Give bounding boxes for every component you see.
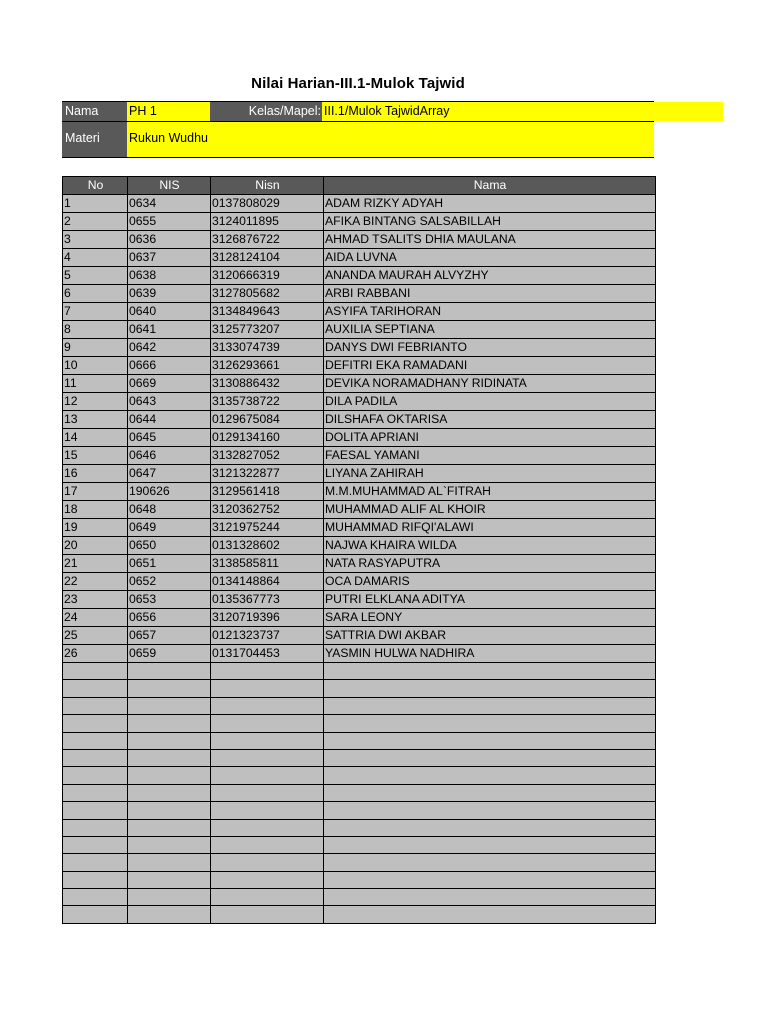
empty-cell[interactable] — [63, 784, 128, 801]
empty-cell[interactable] — [211, 680, 324, 697]
empty-cell[interactable] — [211, 889, 324, 906]
cell-nisn[interactable]: 0131328602 — [211, 537, 324, 555]
table-row — [63, 555, 656, 573]
empty-cell[interactable] — [211, 663, 324, 680]
empty-cell[interactable] — [128, 871, 211, 888]
empty-cell[interactable] — [324, 767, 656, 784]
cell-nis[interactable]: 190626 — [128, 483, 211, 501]
cell-nama[interactable]: NATA RASYAPUTRA — [324, 555, 656, 573]
cell-nisn[interactable]: 3135738722 — [211, 393, 324, 411]
empty-cell[interactable] — [63, 871, 128, 888]
cell-nama[interactable]: AIDA LUVNA — [324, 249, 656, 267]
empty-cell[interactable] — [211, 819, 324, 836]
cell-nisn[interactable]: 3138585811 — [211, 555, 324, 573]
cell-no[interactable]: 6 — [63, 285, 128, 303]
cell-nama[interactable]: DILSHAFA OKTARISA — [324, 411, 656, 429]
materi-value[interactable]: Rukun Wudhu — [127, 121, 654, 158]
cell-nis[interactable]: 0648 — [128, 501, 211, 519]
empty-cell[interactable] — [211, 836, 324, 853]
cell-nis[interactable]: 0669 — [128, 375, 211, 393]
cell-nisn[interactable]: 3121322877 — [211, 465, 324, 483]
cell-nisn[interactable]: 3129561418 — [211, 483, 324, 501]
cell-nisn[interactable]: 0129134160 — [211, 429, 324, 447]
cell-nis[interactable]: 0666 — [128, 357, 211, 375]
empty-table-row — [63, 663, 656, 680]
empty-cell[interactable] — [128, 732, 211, 749]
table-row — [63, 339, 656, 357]
cell-nis[interactable]: 0634 — [128, 195, 211, 213]
cell-nama[interactable]: DEFITRI EKA RAMADANI — [324, 357, 656, 375]
cell-nama[interactable]: DEVIKA NORAMADHANY RIDINATA — [324, 375, 656, 393]
empty-cell[interactable] — [211, 697, 324, 714]
cell-nis[interactable]: 0650 — [128, 537, 211, 555]
empty-cell[interactable] — [324, 784, 656, 801]
empty-cell[interactable] — [324, 715, 656, 732]
cell-nama[interactable]: AHMAD TSALITS DHIA MAULANA — [324, 231, 656, 249]
cell-nis[interactable]: 0657 — [128, 627, 211, 645]
cell-nis[interactable]: 0653 — [128, 591, 211, 609]
cell-nama[interactable]: DILA PADILA — [324, 393, 656, 411]
empty-cell[interactable] — [128, 749, 211, 766]
table-row — [63, 519, 656, 537]
empty-table-row — [63, 871, 656, 888]
empty-cell[interactable] — [128, 819, 211, 836]
table-row — [63, 501, 656, 519]
cell-no[interactable]: 5 — [63, 267, 128, 285]
cell-no[interactable]: 4 — [63, 249, 128, 267]
cell-no[interactable]: 15 — [63, 447, 128, 465]
cell-nama[interactable]: ANANDA MAURAH ALVYZHY — [324, 267, 656, 285]
cell-no[interactable]: 10 — [63, 357, 128, 375]
empty-cell[interactable] — [128, 663, 211, 680]
empty-table-row — [63, 732, 656, 749]
cell-no[interactable]: 17 — [63, 483, 128, 501]
cell-nama[interactable]: PUTRI ELKLANA ADITYA — [324, 591, 656, 609]
empty-table-row — [63, 889, 656, 906]
empty-table-row — [63, 854, 656, 871]
empty-cell[interactable] — [211, 854, 324, 871]
empty-cell[interactable] — [324, 871, 656, 888]
table-row — [63, 483, 656, 501]
empty-cell[interactable] — [128, 889, 211, 906]
cell-nama[interactable]: OCA DAMARIS — [324, 573, 656, 591]
empty-cell[interactable] — [211, 732, 324, 749]
empty-cell[interactable] — [324, 732, 656, 749]
empty-cell[interactable] — [211, 802, 324, 819]
table-row — [63, 627, 656, 645]
empty-cell[interactable] — [128, 854, 211, 871]
empty-cell[interactable] — [63, 697, 128, 714]
cell-no[interactable]: 21 — [63, 555, 128, 573]
header-mid-border — [62, 121, 654, 122]
cell-no[interactable]: 16 — [63, 465, 128, 483]
cell-no[interactable]: 11 — [63, 375, 128, 393]
cell-nisn[interactable]: 3120362752 — [211, 501, 324, 519]
cell-no[interactable]: 2 — [63, 213, 128, 231]
empty-table-row — [63, 697, 656, 714]
empty-cell[interactable] — [63, 749, 128, 766]
cell-nisn[interactable]: 0134148864 — [211, 573, 324, 591]
empty-cell[interactable] — [63, 663, 128, 680]
cell-nisn[interactable]: 0131704453 — [211, 645, 324, 663]
table-row — [63, 411, 656, 429]
empty-table-row — [63, 749, 656, 766]
column-header-nama: Nama — [324, 177, 656, 195]
cell-nisn[interactable]: 3128124104 — [211, 249, 324, 267]
cell-nisn[interactable]: 3127805682 — [211, 285, 324, 303]
table-row — [63, 573, 656, 591]
empty-cell[interactable] — [324, 697, 656, 714]
cell-no[interactable]: 19 — [63, 519, 128, 537]
empty-table-row — [63, 906, 656, 923]
cell-nisn[interactable]: 0135367773 — [211, 591, 324, 609]
cell-nisn[interactable]: 3134849643 — [211, 303, 324, 321]
cell-nama[interactable]: DANYS DWI FEBRIANTO — [324, 339, 656, 357]
column-header-nis: NIS — [128, 177, 211, 195]
cell-nisn[interactable]: 3133074739 — [211, 339, 324, 357]
empty-cell[interactable] — [63, 836, 128, 853]
student-table — [62, 176, 656, 924]
empty-cell[interactable] — [63, 906, 128, 923]
cell-nama[interactable]: ADAM RIZKY ADYAH — [324, 195, 656, 213]
cell-nisn[interactable]: 3120666319 — [211, 267, 324, 285]
materi-label: Materi — [62, 121, 127, 158]
table-row — [63, 375, 656, 393]
cell-nis[interactable]: 0641 — [128, 321, 211, 339]
table-body — [63, 195, 656, 924]
cell-no[interactable]: 23 — [63, 591, 128, 609]
cell-nis[interactable]: 0649 — [128, 519, 211, 537]
empty-cell[interactable] — [63, 732, 128, 749]
table-row — [63, 465, 656, 483]
table-row — [63, 393, 656, 411]
empty-cell[interactable] — [63, 680, 128, 697]
empty-cell[interactable] — [324, 854, 656, 871]
empty-cell[interactable] — [128, 697, 211, 714]
empty-cell[interactable] — [128, 802, 211, 819]
empty-cell[interactable] — [128, 906, 211, 923]
cell-no[interactable]: 1 — [63, 195, 128, 213]
cell-no[interactable]: 7 — [63, 303, 128, 321]
cell-no[interactable]: 9 — [63, 339, 128, 357]
cell-nis[interactable]: 0646 — [128, 447, 211, 465]
empty-cell[interactable] — [63, 889, 128, 906]
empty-cell[interactable] — [324, 663, 656, 680]
cell-nis[interactable]: 0637 — [128, 249, 211, 267]
empty-cell[interactable] — [63, 767, 128, 784]
cell-nama[interactable]: MUHAMMAD RIFQI'ALAWI — [324, 519, 656, 537]
empty-table-row — [63, 819, 656, 836]
empty-table-row — [63, 802, 656, 819]
cell-nama[interactable]: NAJWA KHAIRA WILDA — [324, 537, 656, 555]
cell-no[interactable]: 14 — [63, 429, 128, 447]
empty-cell[interactable] — [324, 889, 656, 906]
table-row — [63, 645, 656, 663]
header-top-border — [62, 101, 654, 102]
cell-nisn[interactable]: 0129675084 — [211, 411, 324, 429]
cell-nama[interactable]: SARA LEONY — [324, 609, 656, 627]
table-row — [63, 357, 656, 375]
empty-cell[interactable] — [324, 802, 656, 819]
cell-nis[interactable]: 0639 — [128, 285, 211, 303]
empty-cell[interactable] — [324, 749, 656, 766]
table-row — [63, 249, 656, 267]
table-row — [63, 231, 656, 249]
empty-table-row — [63, 784, 656, 801]
table-row — [63, 213, 656, 231]
empty-cell[interactable] — [324, 836, 656, 853]
empty-table-row — [63, 680, 656, 697]
cell-nis[interactable]: 0643 — [128, 393, 211, 411]
table-row — [63, 267, 656, 285]
cell-nisn[interactable]: 0121323737 — [211, 627, 324, 645]
empty-cell[interactable] — [63, 715, 128, 732]
cell-nama[interactable]: AUXILIA SEPTIANA — [324, 321, 656, 339]
empty-table-row — [63, 715, 656, 732]
table-row — [63, 429, 656, 447]
cell-nama[interactable]: DOLITA APRIANI — [324, 429, 656, 447]
cell-no[interactable]: 13 — [63, 411, 128, 429]
nama-value[interactable]: PH 1 — [127, 102, 210, 121]
cell-nisn[interactable]: 3125773207 — [211, 321, 324, 339]
empty-cell[interactable] — [63, 802, 128, 819]
table-header-row — [63, 177, 656, 195]
empty-table-row — [63, 767, 656, 784]
cell-nis[interactable]: 0652 — [128, 573, 211, 591]
empty-cell[interactable] — [63, 819, 128, 836]
cell-nis[interactable]: 0644 — [128, 411, 211, 429]
cell-nis[interactable]: 0645 — [128, 429, 211, 447]
cell-nis[interactable]: 0659 — [128, 645, 211, 663]
cell-no[interactable]: 20 — [63, 537, 128, 555]
column-header-no: No — [63, 177, 128, 195]
empty-cell[interactable] — [211, 871, 324, 888]
cell-nama[interactable]: YASMIN HULWA NADHIRA — [324, 645, 656, 663]
empty-cell[interactable] — [211, 749, 324, 766]
empty-cell[interactable] — [63, 854, 128, 871]
empty-table-row — [63, 836, 656, 853]
empty-cell[interactable] — [324, 819, 656, 836]
nama-label: Nama — [62, 102, 127, 121]
cell-nama[interactable]: MUHAMMAD ALIF AL KHOIR — [324, 501, 656, 519]
empty-cell[interactable] — [324, 680, 656, 697]
table-row — [63, 285, 656, 303]
cell-nama[interactable]: M.M.MUHAMMAD AL`FITRAH — [324, 483, 656, 501]
kelas-label: Kelas/Mapel: — [210, 102, 322, 121]
empty-cell[interactable] — [128, 715, 211, 732]
table-row — [63, 591, 656, 609]
kelas-value[interactable]: III.1/Mulok TajwidArray — [322, 102, 723, 121]
empty-cell[interactable] — [211, 906, 324, 923]
cell-nama[interactable]: LIYANA ZAHIRAH — [324, 465, 656, 483]
empty-cell[interactable] — [324, 906, 656, 923]
cell-nisn[interactable]: 3126293661 — [211, 357, 324, 375]
cell-nama[interactable]: ARBI RABBANI — [324, 285, 656, 303]
cell-nama[interactable]: AFIKA BINTANG SALSABILLAH — [324, 213, 656, 231]
cell-nisn[interactable]: 3126876722 — [211, 231, 324, 249]
cell-nis[interactable]: 0651 — [128, 555, 211, 573]
cell-no[interactable]: 24 — [63, 609, 128, 627]
cell-nisn[interactable]: 3132827052 — [211, 447, 324, 465]
cell-nisn[interactable]: 3130886432 — [211, 375, 324, 393]
table-row — [63, 303, 656, 321]
cell-no[interactable]: 26 — [63, 645, 128, 663]
table-row — [63, 537, 656, 555]
empty-cell[interactable] — [211, 784, 324, 801]
cell-nisn[interactable]: 3120719396 — [211, 609, 324, 627]
cell-no[interactable]: 12 — [63, 393, 128, 411]
cell-nis[interactable]: 0638 — [128, 267, 211, 285]
table-row — [63, 609, 656, 627]
header-bottom-border — [62, 157, 654, 158]
page-title: Nilai Harian-III.1-Mulok Tajwid — [251, 75, 465, 92]
cell-no[interactable]: 3 — [63, 231, 128, 249]
table-row — [63, 195, 656, 213]
cell-nis[interactable]: 0647 — [128, 465, 211, 483]
cell-nama[interactable]: SATTRIA DWI AKBAR — [324, 627, 656, 645]
cell-no[interactable]: 8 — [63, 321, 128, 339]
cell-nis[interactable]: 0656 — [128, 609, 211, 627]
empty-cell[interactable] — [211, 767, 324, 784]
cell-nisn[interactable]: 0137808029 — [211, 195, 324, 213]
cell-no[interactable]: 18 — [63, 501, 128, 519]
cell-nisn[interactable]: 3124011895 — [211, 213, 324, 231]
table-row — [63, 321, 656, 339]
cell-nis[interactable]: 0640 — [128, 303, 211, 321]
empty-cell[interactable] — [128, 836, 211, 853]
cell-nama[interactable]: ASYIFA TARIHORAN — [324, 303, 656, 321]
empty-cell[interactable] — [128, 767, 211, 784]
cell-no[interactable]: 25 — [63, 627, 128, 645]
empty-cell[interactable] — [128, 784, 211, 801]
cell-nis[interactable]: 0636 — [128, 231, 211, 249]
empty-cell[interactable] — [128, 680, 211, 697]
column-header-nisn: Nisn — [211, 177, 324, 195]
cell-nisn[interactable]: 3121975244 — [211, 519, 324, 537]
empty-cell[interactable] — [211, 715, 324, 732]
table-row — [63, 447, 656, 465]
cell-nis[interactable]: 0655 — [128, 213, 211, 231]
cell-nis[interactable]: 0642 — [128, 339, 211, 357]
cell-no[interactable]: 22 — [63, 573, 128, 591]
cell-nama[interactable]: FAESAL YAMANI — [324, 447, 656, 465]
